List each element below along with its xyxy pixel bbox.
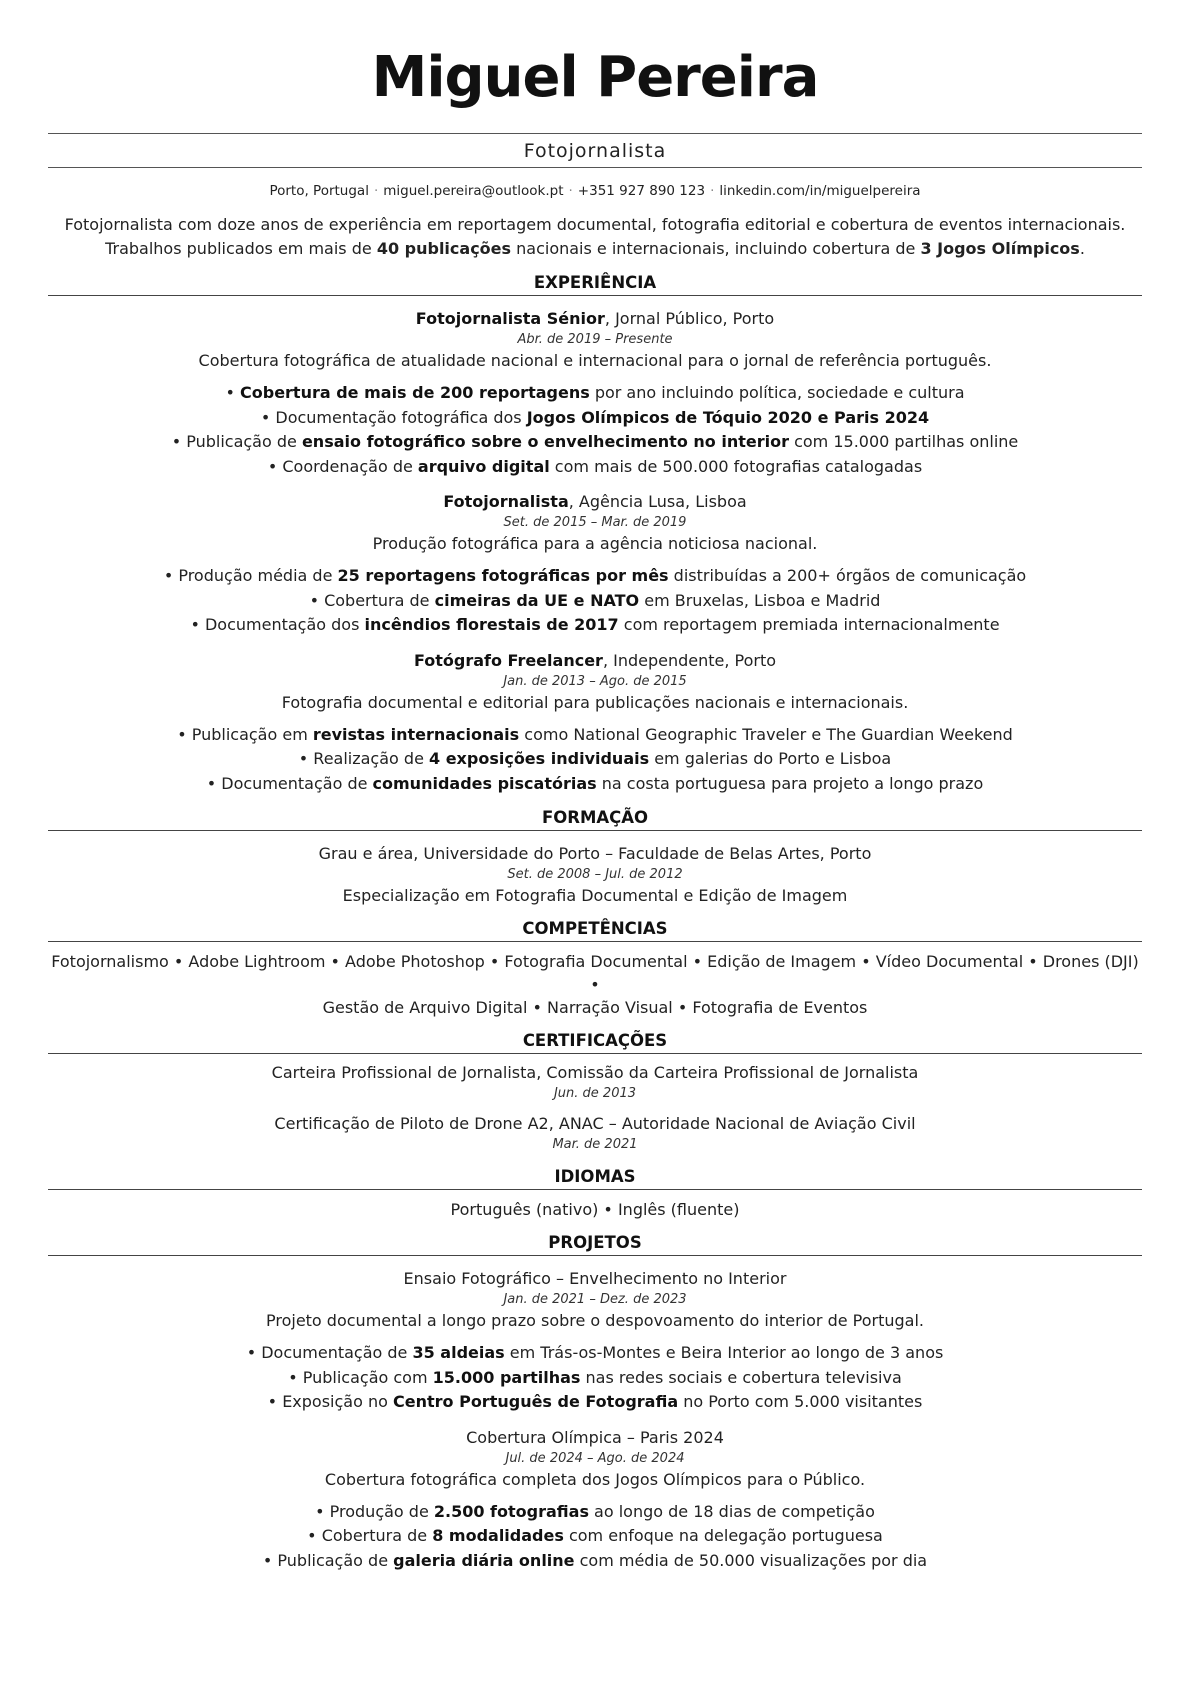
section-title-projects: PROJETOS [48,1233,1142,1256]
bullet-list [48,381,1142,479]
project-heading: Ensaio Fotográfico – Envelhecimento no Interior [403,1269,787,1288]
bullet-item: • Documentação dos incêndios florestais de 2017 com reportagem premiada internacionalmente [190,615,1000,634]
certification-heading: Carteira Profissional de Jornalista, Comissão da Carteira Profissional de Jornalista [271,1063,919,1082]
summary-highlight: 3 Jogos Olímpicos [920,239,1080,258]
section-title-experience: EXPERIÊNCIA [48,273,1142,296]
entry-description: Fotografia documental e editorial para publicações nacionais e internacionais. [281,692,909,712]
contact-linkedin[interactable]: linkedin.com/in/miguelpereira [719,183,921,199]
bullet-item: • Documentação de 35 aldeias em Trás-os-Montes e Beira Interior ao longo de 3 anos [246,1343,944,1362]
bullet-list [48,1341,1142,1415]
entry-description: Produção fotográfica para a agência noticiosa nacional. [372,534,818,553]
bullet-item: • Documentação de comunidades piscatórias na costa portuguesa para projeto a longo prazo [206,773,984,793]
job-organization: , Agência Lusa, Lisboa [568,492,747,511]
project-heading: Cobertura Olímpica – Paris 2024 [466,1427,724,1447]
experience-section [48,273,1142,796]
bullet-item: • Exposição no Centro Português de Fotografia no Porto com 5.000 visitantes [267,1392,923,1411]
certification-heading: Certificação de Piloto de Drone A2, ANAC – Autoridade Nacional de Aviação Civil [274,1114,916,1133]
entry-date: Set. de 2015 – Mar. de 2019 [503,515,687,530]
contact-phone[interactable]: +351 927 890 123 [577,183,706,199]
education-date: Set. de 2008 – Jul. de 2012 [507,867,683,882]
section-title-languages: IDIOMAS [48,1167,1142,1190]
candidate-name: Miguel Pereira [371,45,819,110]
summary [48,213,1142,261]
bullet-item: • Coordenação de arquivo digital com mais de 500.000 fotografias catalogadas [267,456,923,476]
separator-dot: · [568,183,573,199]
skills-line: Fotojornalismo • Adobe Lightroom • Adobe Photoshop • Fotografia Documental • Edição de Imagem • Vídeo Documental • Drones (DJI) • [51,952,1139,994]
project-description: Cobertura fotográfica completa dos Jogos Olímpicos para o Público. [324,1469,866,1489]
entry-date: Jan. de 2013 – Ago. de 2015 [503,673,687,689]
project-entry [48,1268,1142,1415]
contact-location: Porto, Portugal [269,183,369,199]
certifications-section [48,1031,1142,1155]
entry-description: Cobertura fotográfica de atualidade nacional e internacional para o jornal de referência português. [198,351,992,370]
separator-dot: · [373,183,379,199]
project-date: Jul. de 2024 – Ago. de 2024 [505,1450,685,1466]
entry-date: Abr. de 2019 – Presente [517,332,673,347]
section-title-education: FORMAÇÃO [48,808,1142,831]
entry-heading [48,491,1142,513]
bullet-item: • Documentação fotográfica dos Jogos Olímpicos de Tóquio 2020 e Paris 2024 [260,407,930,427]
job-role: Fotojornalista [443,492,569,511]
project-date: Jan. de 2021 – Dez. de 2023 [503,1292,687,1307]
summary-text: Trabalhos publicados em mais de [105,239,377,258]
job-title: Fotojornalista [523,140,667,162]
bullet-list [48,1500,1142,1574]
summary-text: . [1079,239,1085,258]
experience-entry [48,491,1142,638]
section-title-certifications: CERTIFICAÇÕES [48,1031,1142,1054]
experience-entry [48,650,1142,797]
skills-line: Gestão de Arquivo Digital • Narração Visual • Fotografia de Eventos [322,998,868,1017]
job-role: Fotógrafo Freelancer [413,650,603,670]
job-organization: , Independente, Porto [602,650,777,670]
bullet-item: • Cobertura de mais de 200 reportagens por ano incluindo política, sociedade e cultura [225,383,965,402]
certification-entry [48,1113,1142,1155]
bullet-item: • Publicação em revistas internacionais como National Geographic Traveler e The Guardian Weekend [177,724,1013,744]
certification-entry [48,1062,1142,1104]
project-description: Projeto documental a longo prazo sobre o despovoamento do interior de Portugal. [265,1311,924,1330]
entry-heading [48,650,1142,672]
experience-entry [48,308,1142,479]
job-role: Fotojornalista Sénior [415,309,605,328]
job-organization: , Jornal Público, Porto [604,309,775,328]
projects-section [48,1233,1142,1573]
contact-line [48,183,1142,199]
bullet-item: • Publicação de ensaio fotográfico sobre o envelhecimento no interior com 15.000 partilhas online [171,432,1019,451]
entry-heading [48,308,1142,330]
summary-line-2 [48,237,1142,261]
contact-email[interactable]: miguel.pereira@outlook.pt [383,183,564,199]
bullet-item: • Produção de 2.500 fotografias ao longo de 18 dias de competição [315,1501,875,1521]
education-entry [48,843,1142,907]
bullet-item: • Cobertura de 8 modalidades com enfoque na delegação portuguesa [307,1526,883,1545]
certification-date: Jun. de 2013 [553,1086,637,1101]
bullet-item: • Realização de 4 exposições individuais em galerias do Porto e Lisboa [298,749,892,768]
bullet-list [48,564,1142,638]
separator-dot: · [710,183,715,199]
summary-text: nacionais e internacionais, incluindo cobertura de [511,239,921,258]
bullet-item: • Cobertura de cimeiras da UE e NATO em Bruxelas, Lisboa e Madrid [309,590,881,610]
skills-section [48,919,1142,1019]
languages-list: Português (nativo) • Inglês (fluente) [450,1200,740,1219]
bullet-list [48,723,1142,797]
job-title-bar [48,133,1142,168]
bullet-item: • Publicação com 15.000 partilhas nas redes sociais e cobertura televisiva [288,1367,902,1387]
education-heading: Grau e área, Universidade do Porto – Faculdade de Belas Artes, Porto [318,844,872,863]
summary-line-1: Fotojornalista com doze anos de experiência em reportagem documental, fotografia editorial e cobertura de eventos internacionais. [64,215,1126,234]
education-section [48,808,1142,907]
section-title-skills: COMPETÊNCIAS [48,919,1142,942]
summary-highlight: 40 publicações [376,239,512,258]
certification-date: Mar. de 2021 [552,1137,638,1152]
education-description: Especialização em Fotografia Documental e Edição de Imagem [342,886,848,905]
bullet-item: • Publicação de galeria diária online com média de 50.000 visualizações por dia [262,1550,928,1570]
skills-list [48,950,1142,1019]
project-entry [48,1427,1142,1574]
languages-section [48,1167,1142,1221]
bullet-item: • Produção média de 25 reportagens fotográficas por mês distribuídas a 200+ órgãos de comunicação [163,566,1027,585]
